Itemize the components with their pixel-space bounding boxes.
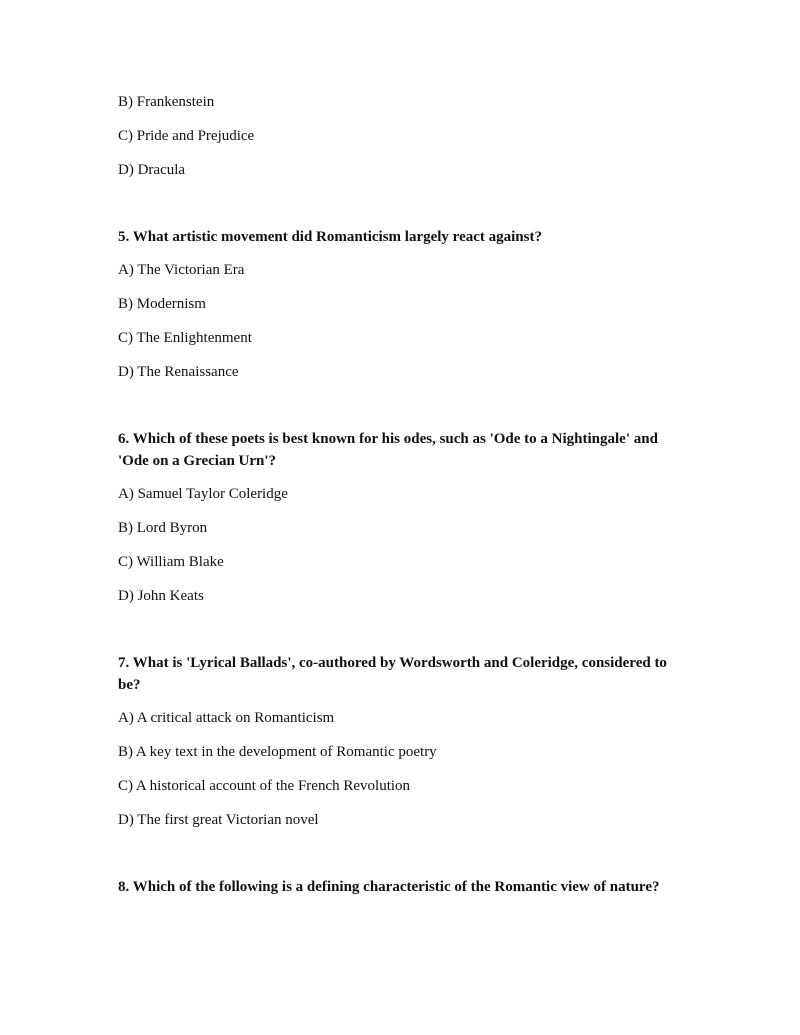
question-block xyxy=(118,428,688,606)
answer-option: A) A critical attack on Romanticism xyxy=(118,710,335,726)
answer-option: D) The Renaissance xyxy=(118,364,239,380)
answer-option: D) The first great Victorian novel xyxy=(118,812,319,828)
quiz-content xyxy=(118,92,688,910)
question-text: 7. What is 'Lyrical Ballads', co-authored by Wordsworth and Coleridge, considered to be? xyxy=(118,655,667,693)
answer-option: A) The Victorian Era xyxy=(118,262,245,278)
question-text: 6. Which of these poets is best known for his odes, such as 'Ode to a Nightingale' and 'Ode on a Grecian Urn'? xyxy=(118,431,658,469)
question-block xyxy=(118,876,688,898)
answer-option: C) The Enlightenment xyxy=(118,330,252,346)
answer-option: B) Frankenstein xyxy=(118,94,215,110)
answer-option: B) Lord Byron xyxy=(118,520,208,536)
answer-option: D) John Keats xyxy=(118,588,204,604)
spacer xyxy=(118,844,688,876)
spacer xyxy=(118,620,688,652)
answer-option: C) A historical account of the French Revolution xyxy=(118,778,411,794)
question-text: 5. What artistic movement did Romanticism largely react against? xyxy=(118,229,542,245)
answer-option: C) Pride and Prejudice xyxy=(118,128,255,144)
spacer xyxy=(118,194,688,226)
question-text: 8. Which of the following is a defining characteristic of the Romantic view of nature? xyxy=(118,879,660,895)
answer-option: B) A key text in the development of Romantic poetry xyxy=(118,744,437,760)
answer-option: C) William Blake xyxy=(118,554,224,570)
option-list xyxy=(118,92,688,180)
answer-option: A) Samuel Taylor Coleridge xyxy=(118,486,288,502)
spacer xyxy=(118,396,688,428)
answer-option: D) Dracula xyxy=(118,162,186,178)
answer-option: B) Modernism xyxy=(118,296,206,312)
question-block xyxy=(118,226,688,382)
question-block xyxy=(118,652,688,830)
